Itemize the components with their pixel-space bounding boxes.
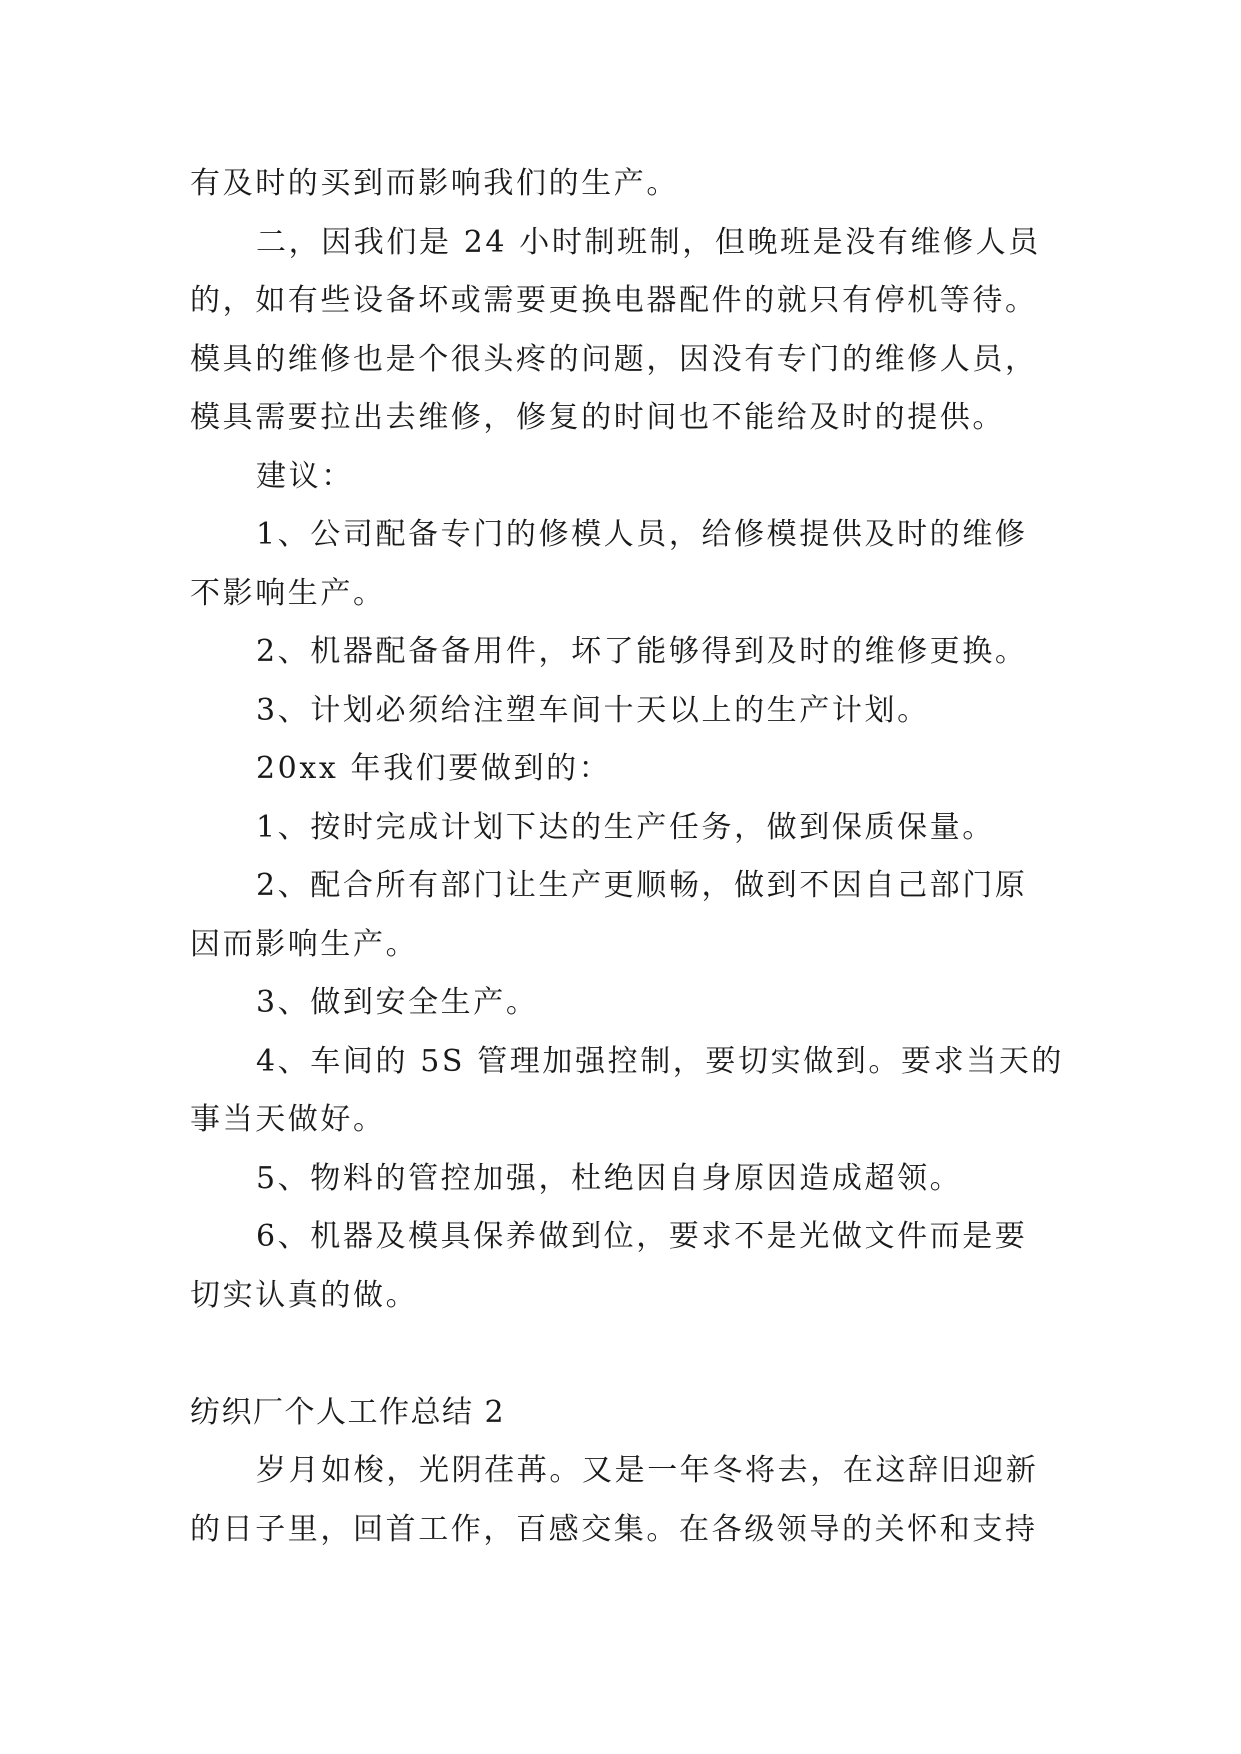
list-item: 1、公司配备专门的修模人员，给修模提供及时的维修 — [256, 517, 1028, 552]
list-item: 2、机器配备备用件，坏了能够得到及时的维修更换。 — [256, 634, 1028, 669]
text-line: 有及时的买到而影响我们的生产。 — [190, 166, 679, 201]
paragraph-line: 二，因我们是 24 小时制班制，但晚班是没有维修人员 — [256, 224, 1041, 260]
list-item: 2、配合所有部门让生产更顺畅，做到不因自己部门原 — [256, 868, 1028, 903]
paragraph-line: 岁月如梭，光阴荏苒。又是一年冬将去，在这辞旧迎新 — [256, 1453, 1039, 1488]
text-line: 因而影响生产。 — [190, 926, 419, 962]
document-body — [190, 155, 1064, 1559]
paragraph-line: 20xx 年我们要做到的： — [256, 751, 612, 786]
text-line: 事当天做好。 — [190, 1102, 386, 1137]
text-line: 模具的维修也是个很头疼的问题，因没有专门的维修人员， — [190, 341, 1038, 377]
list-item: 6、机器及模具保养做到位，要求不是光做文件而是要 — [256, 1219, 1028, 1254]
list-item: 3、做到安全生产。 — [256, 985, 539, 1020]
text-line: 的，如有些设备坏或需要更换电器配件的就只有停机等待。 — [190, 283, 1038, 318]
text-line: 不影响生产。 — [190, 575, 386, 611]
list-item: 5、物料的管控加强，杜绝因自身原因造成超领。 — [256, 1160, 963, 1196]
section-gap — [190, 1325, 1060, 1384]
paragraph-line: 建议： — [256, 458, 354, 494]
text-line: 模具需要拉出去维修，修复的时间也不能给及时的提供。 — [190, 400, 1005, 435]
list-item: 3、计划必须给注塑车间十天以上的生产计划。 — [256, 692, 930, 728]
list-item: 4、车间的 5S 管理加强控制，要切实做到。要求当天的 — [256, 1043, 1064, 1079]
text-line: 切实认真的做。 — [190, 1277, 419, 1313]
text-line: 的日子里，回首工作，百感交集。在各级领导的关怀和支持 — [190, 1511, 1038, 1547]
section-title: 纺织厂个人工作总结 2 — [190, 1394, 506, 1430]
list-item: 1、按时完成计划下达的生产任务，做到保质保量。 — [256, 809, 995, 845]
